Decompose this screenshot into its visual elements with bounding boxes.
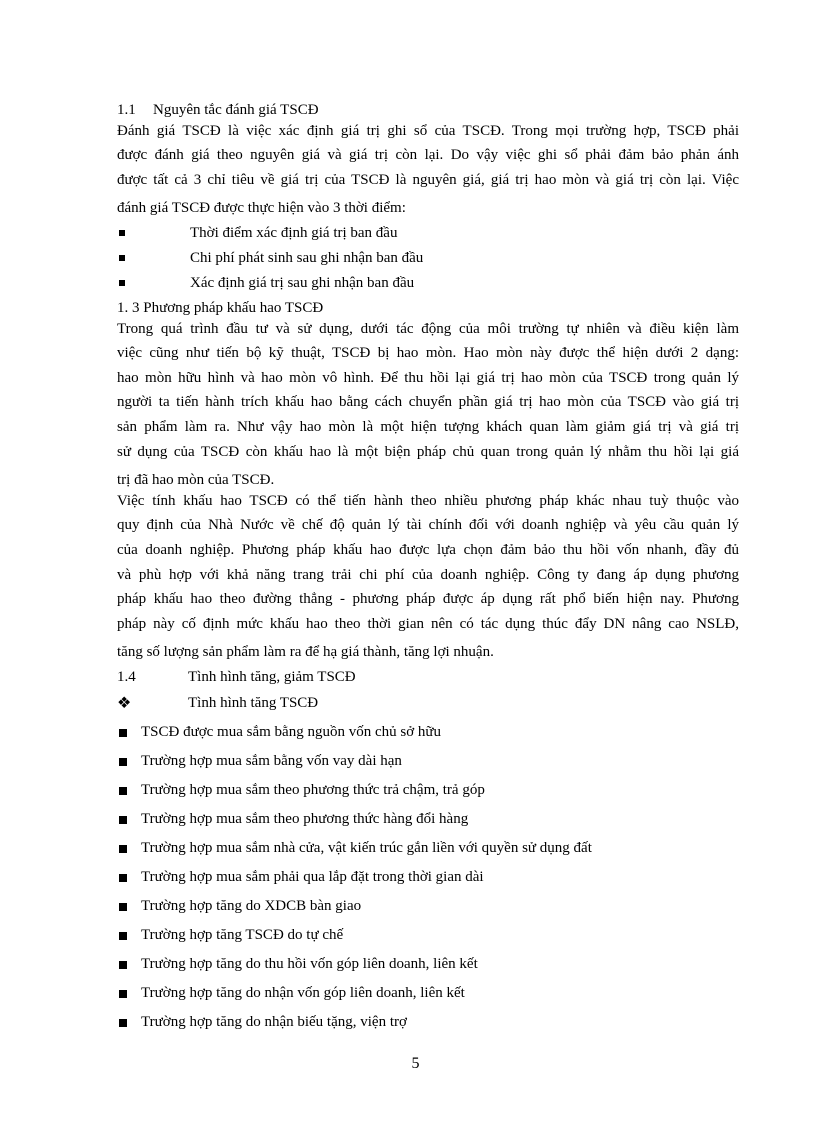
list-item-text: Trường hợp tăng TSCĐ do tự chế xyxy=(141,927,344,944)
paragraph-line: sử dụng của TSCĐ còn khấu hao là một biện pháp chủ quan trong quản lý nhằm thu hồi lại giá xyxy=(117,443,739,460)
list-item xyxy=(117,776,739,805)
paragraph-line: Trong quá trình đầu tư và sử dụng, dưới tác động của môi trường tự nhiên và điều kiện làm xyxy=(117,320,739,337)
list-item-text: Thời điểm xác định giá trị ban đầu xyxy=(190,224,398,241)
list-item xyxy=(117,747,739,776)
paragraph-line: người ta tiến hành trích khấu hao bằng cách chuyển phần giá trị hao mòn của TSCĐ vào giá trị xyxy=(117,394,739,411)
list-item-text: Trường hợp tăng do nhận vốn góp liên doanh, liên kết xyxy=(141,985,465,1002)
list-item xyxy=(117,950,739,979)
list-item xyxy=(117,221,739,246)
section-1-1-number: 1.1 xyxy=(117,102,136,118)
subheading-text: Tình hình tăng TSCĐ xyxy=(188,695,319,712)
section-1-4-number: 1.4 xyxy=(117,668,136,685)
list-item-text: Trường hợp tăng do XDCB bàn giao xyxy=(141,898,362,915)
list-item-text: Trường hợp mua sắm theo phương thức hàng đổi hàng xyxy=(141,811,469,828)
list-item-text: Chi phí phát sinh sau ghi nhận ban đầu xyxy=(190,249,424,266)
paragraph-line: của doanh nghiệp. Phương pháp khấu hao được lựa chọn đảm bảo thu hồi vốn nhanh, đầy đủ xyxy=(117,541,739,558)
square-bullet-icon xyxy=(119,230,125,236)
diamond-bullet-icon: ❖ xyxy=(117,695,132,713)
list-item-text: Trường hợp mua sắm theo phương thức trả chậm, trả góp xyxy=(141,782,485,799)
list-item-text: Trường hợp mua sắm nhà cửa, vật kiến trúc gắn liền với quyền sử dụng đất xyxy=(141,840,592,857)
list-item xyxy=(117,246,739,271)
list-item xyxy=(117,271,739,296)
document-page xyxy=(117,98,739,1037)
square-bullet-icon xyxy=(119,845,127,853)
paragraph-line: đánh giá TSCĐ được thực hiện vào 3 thời điểm: xyxy=(117,200,406,217)
list-item xyxy=(117,834,739,863)
paragraph-line: tăng số lượng sản phẩm làm ra để hạ giá thành, tăng lợi nhuận. xyxy=(117,644,494,661)
list-item xyxy=(117,892,739,921)
subheading xyxy=(117,689,739,718)
square-bullet-icon xyxy=(119,990,127,998)
square-bullet-icon xyxy=(119,932,127,940)
paragraph-line: quy định của Nhà Nước về chế độ quản lý tài chính đối với doanh nghiệp và yêu cầu quản lý xyxy=(117,517,739,534)
list-item-text: TSCĐ được mua sắm bằng nguồn vốn chủ sở hữu xyxy=(141,724,442,741)
list-item-text: Trường hợp mua sắm bằng vốn vay dài hạn xyxy=(141,753,402,770)
section-1-1-title: Nguyên tắc đánh giá TSCĐ xyxy=(153,102,319,118)
square-bullet-icon xyxy=(119,787,127,795)
paragraph-line: Việc tính khấu hao TSCĐ có thể tiến hành theo nhiều phương pháp khác nhau tuỳ thuộc vào xyxy=(117,492,739,509)
square-bullet-icon xyxy=(119,816,127,824)
square-bullet-icon xyxy=(119,280,125,286)
list-item-text: Xác định giá trị sau ghi nhận ban đầu xyxy=(190,274,415,291)
list-item-text: Trường hợp tăng do nhận biếu tặng, viện trợ xyxy=(141,1014,407,1031)
square-bullet-icon xyxy=(119,758,127,766)
square-bullet-icon xyxy=(119,1019,127,1027)
paragraph-line: và phù hợp với khả năng trang trải chi phí của doanh nghiệp. Công ty đang áp dụng phương xyxy=(117,566,739,583)
paragraph-line: Đánh giá TSCĐ là việc xác định giá trị ghi sổ của TSCĐ. Trong mọi trường hợp, TSCĐ phải xyxy=(117,122,739,139)
list-item-text: Trường hợp tăng do thu hồi vốn góp liên doanh, liên kết xyxy=(141,956,478,973)
square-bullet-icon xyxy=(119,255,125,261)
paragraph-line: trị đã hao mòn của TSCĐ. xyxy=(117,472,275,489)
square-bullet-icon xyxy=(119,729,127,737)
list-item xyxy=(117,805,739,834)
list-item xyxy=(117,979,739,1008)
paragraph-line: được đánh giá theo nguyên giá và giá trị còn lại. Do vậy việc ghi sổ phải đảm bảo phản ánh xyxy=(117,147,739,164)
list-item-text: Trường hợp mua sắm phải qua lắp đặt trong thời gian dài xyxy=(141,869,484,886)
paragraph-line: được tất cả 3 chỉ tiêu về giá trị của TSCĐ là nguyên giá, giá trị hao mòn và giá trị còn lại. Việc xyxy=(117,171,739,188)
list-item xyxy=(117,718,739,747)
paragraph-line: pháp này cố định mức khấu hao theo thời gian nên có tác dụng thúc đẩy DN nâng cao NSLĐ, xyxy=(117,615,739,632)
section-1-4-title: Tình hình tăng, giảm TSCĐ xyxy=(188,668,356,685)
section-1-4-heading xyxy=(117,665,739,690)
square-bullet-icon xyxy=(119,961,127,969)
list-item xyxy=(117,863,739,892)
paragraph-line: hao mòn hữu hình và hao mòn vô hình. Để thu hồi lại giá trị hao mòn của TSCĐ trong quản lý xyxy=(117,369,739,386)
page-number: 5 xyxy=(411,1055,420,1072)
list-item xyxy=(117,921,739,950)
square-bullet-icon xyxy=(119,874,127,882)
paragraph-line: sản phẩm làm ra. Như vậy hao mòn là một hiện tượng khách quan làm giảm giá trị và giá trị xyxy=(117,418,739,435)
square-bullet-icon xyxy=(119,903,127,911)
list-item xyxy=(117,1008,739,1037)
section-1-3-heading: 1. 3 Phương pháp khấu hao TSCĐ xyxy=(117,299,324,316)
paragraph-line: pháp khấu hao theo đường thẳng - phương pháp được áp dụng rất phổ biến hiện nay. Phương xyxy=(117,591,739,608)
paragraph-line: việc cũng như tiến bộ kỹ thuật, TSCĐ bị hao mòn. Hao mòn này được thể hiện dưới 2 dạng: xyxy=(117,345,739,362)
section-1-1-heading xyxy=(117,98,739,123)
